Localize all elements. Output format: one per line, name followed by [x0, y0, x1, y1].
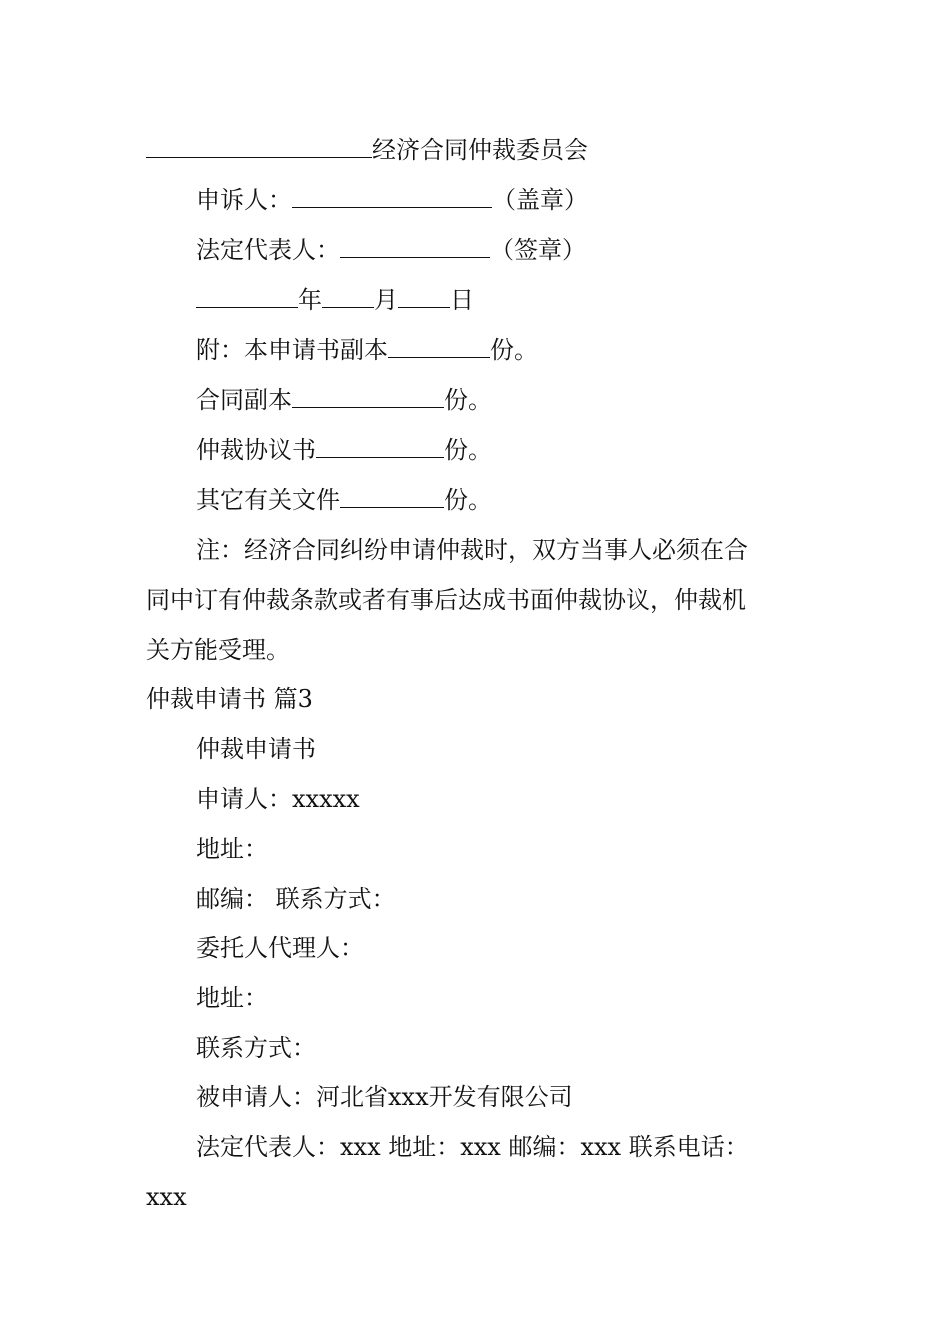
postcode-contact-line: 邮编： 联系方式： — [196, 885, 396, 913]
contract-copy-suffix: 份。 — [444, 386, 492, 414]
appellant-label: 申诉人： — [196, 186, 292, 214]
other-docs-line — [196, 484, 492, 516]
contract-copy-line — [196, 384, 492, 416]
year-blank — [196, 285, 298, 308]
agreement-suffix: 份。 — [444, 436, 492, 464]
address-line-1: 地址： — [196, 835, 268, 863]
legal-rep-label: 法定代表人： — [196, 236, 340, 264]
agreement-blank — [316, 435, 444, 458]
respondent-line: 被申请人：河北省xxx开发有限公司 — [196, 1083, 573, 1111]
seal-note: （盖章） — [492, 186, 588, 214]
other-docs-label: 其它有关文件 — [196, 486, 340, 514]
legal-rep-blank — [340, 235, 490, 258]
address-line-2: 地址： — [196, 984, 268, 1012]
agreement-label: 仲裁协议书 — [196, 436, 316, 464]
agent-line: 委托人代理人： — [196, 934, 364, 962]
sign-note: （签章） — [490, 236, 586, 264]
committee-name-blank — [146, 135, 372, 158]
appellant-blank — [292, 185, 492, 208]
committee-suffix: 经济合同仲裁委员会 — [372, 136, 588, 164]
attach-prefix: 附：本申请书副本 — [196, 336, 388, 364]
other-docs-suffix: 份。 — [444, 486, 492, 514]
date-year-label: 年 — [298, 286, 322, 314]
note-line-1: 注：经济合同纠纷申请仲裁时，双方当事人必须在合 — [196, 536, 748, 564]
other-docs-blank — [340, 485, 444, 508]
contract-copy-label: 合同副本 — [196, 386, 292, 414]
note-line-2: 同中订有仲裁条款或者有事后达成书面仲裁协议，仲裁机 — [146, 586, 746, 614]
respondent-details-continued: xxx — [146, 1183, 187, 1211]
respondent-details-line: 法定代表人：xxx 地址：xxx 邮编：xxx 联系电话： — [196, 1133, 749, 1161]
day-blank — [398, 285, 450, 308]
contact-line: 联系方式： — [196, 1034, 316, 1062]
note-line-3: 关方能受理。 — [146, 636, 290, 664]
contract-copy-blank — [292, 385, 444, 408]
date-line — [196, 284, 474, 316]
committee-line — [146, 134, 588, 166]
month-blank — [322, 285, 374, 308]
attach-copies-blank — [388, 335, 490, 358]
form-title: 仲裁申请书 — [196, 735, 316, 763]
agreement-line — [196, 434, 492, 466]
legal-rep-line — [196, 234, 586, 266]
applicant-line: 申请人：xxxxx — [196, 785, 360, 813]
appellant-line — [196, 184, 588, 216]
section-title: 仲裁申请书 篇3 — [146, 685, 313, 713]
date-day-label: 日 — [450, 286, 474, 314]
date-month-label: 月 — [374, 286, 398, 314]
attachment-line — [196, 334, 538, 366]
attach-copies-suffix: 份。 — [490, 336, 538, 364]
